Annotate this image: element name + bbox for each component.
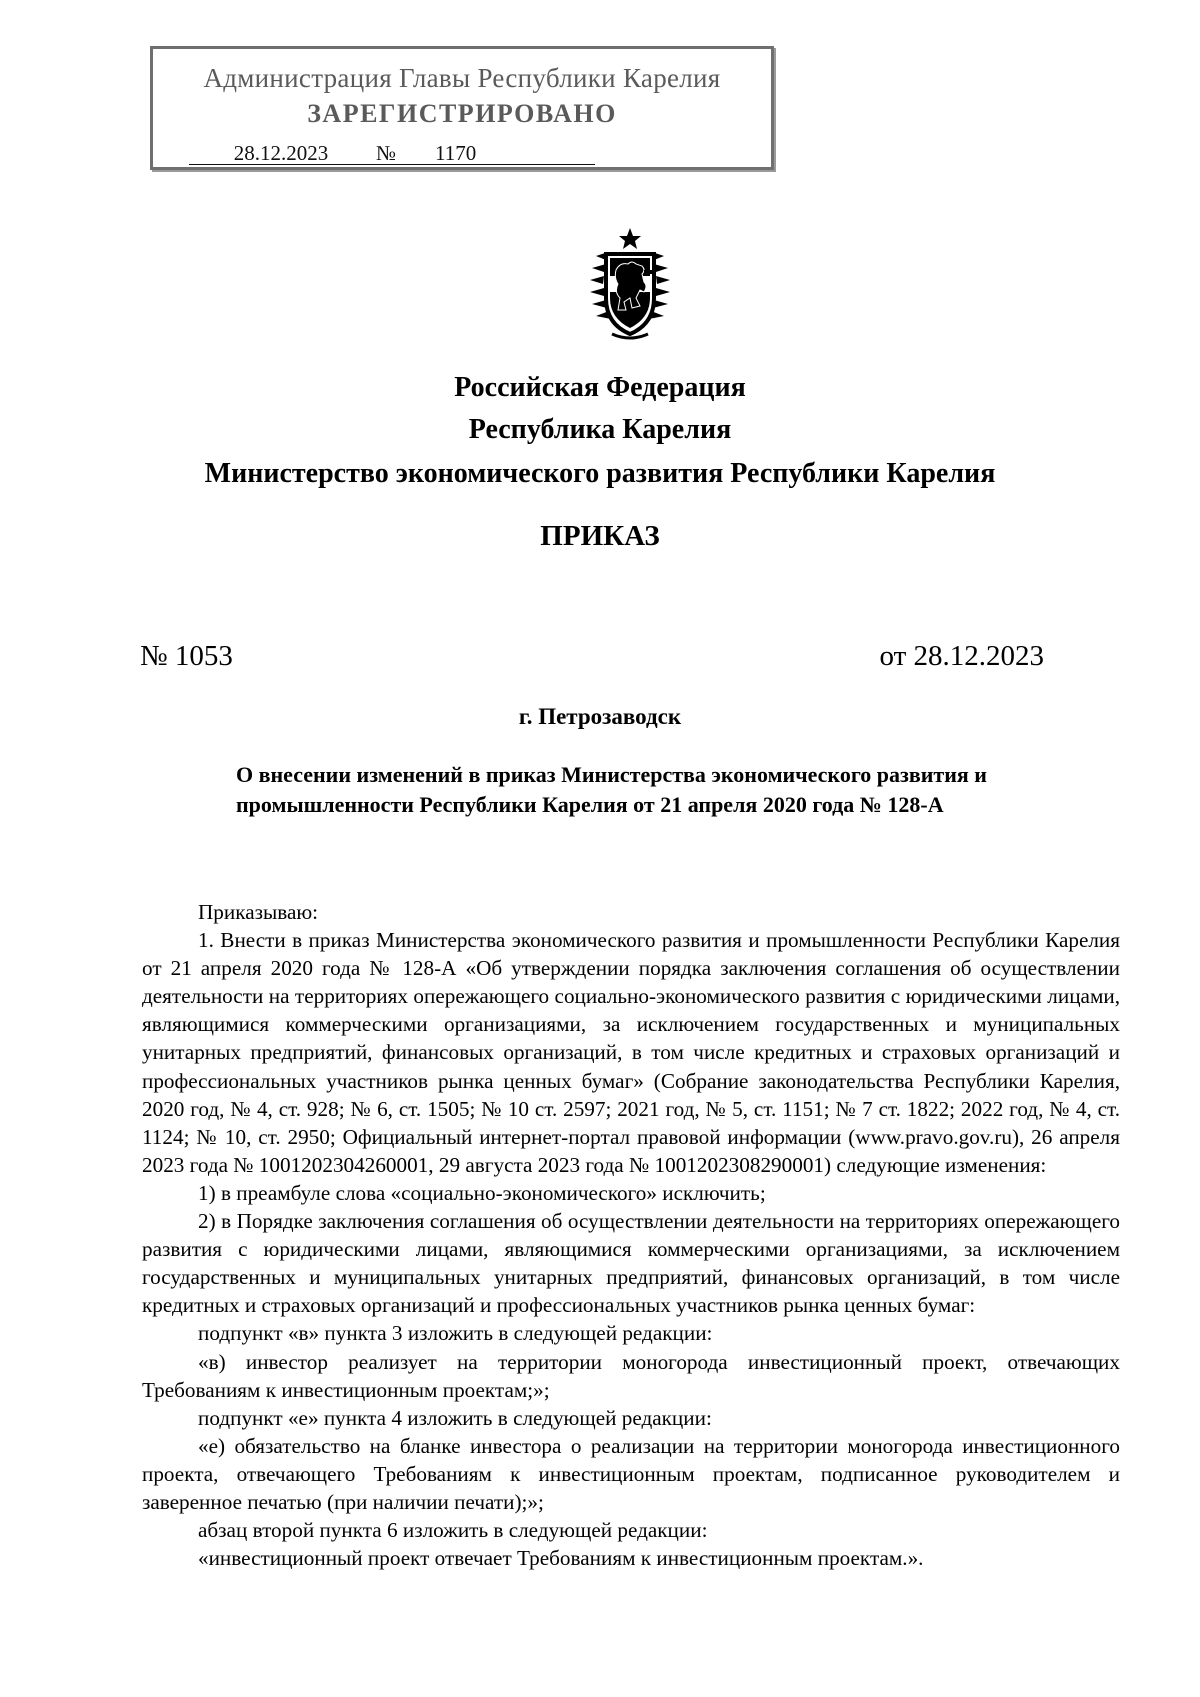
stamp-number-sign: № (373, 142, 399, 165)
karelia-coat-of-arms-icon (586, 226, 674, 344)
body-paragraph: Приказываю: (198, 900, 319, 924)
body-paragraph: «в) инвестор реализует на территории моногорода инвестиционный проект, отвечающих Требованиям к инвестиционным проектам;»; (142, 1349, 1120, 1402)
order-subject-line: промышленности Республики Карелия от 21 апреля 2020 года № 128-А (236, 792, 944, 817)
body-paragraph: абзац второй пункта 6 изложить в следующей редакции: (198, 1518, 708, 1543)
stamp-authority: Администрация Главы Республики Карелия (203, 63, 721, 93)
header-country: Российская Федерация (454, 372, 746, 403)
stamp-status: ЗАРЕГИСТРИРОВАНО (307, 99, 617, 128)
stamp-date: 28.12.2023 (189, 142, 373, 165)
order-number: № 1053 (140, 640, 233, 672)
order-city: г. Петрозаводск (518, 704, 682, 729)
header-republic: Республика Карелия (468, 414, 732, 445)
body-paragraph: подпункт «в» пункта 3 изложить в следующей редакции: (198, 1321, 713, 1346)
body-paragraph: подпункт «е» пункта 4 изложить в следующей редакции: (198, 1405, 712, 1430)
stamp-registration-line (189, 141, 595, 166)
order-subject (236, 760, 1076, 820)
body-paragraph: 1. Внести в приказ Министерства экономического развития и промышленности Республики Карелия от 21 апреля 2020 года № 128-А «Об утверждении порядка заключения соглашения об осуществлении деятельности на территориях опережающего социально-экономического развития с юридическими лицами, являющимися коммерческими организациями, за исключением государственных и муниципальных унитарных предприятий, финансовых организаций, в том числе кредитных и страховых организаций и профессиональных участников рынка ценных бумаг» (Собрание законодательства Республики Карелия, 2020 год, № 4, ст. 928; № 6, ст. 1505; № 10 ст. 2597; 2021 год, № 5, ст. 1151; № 7 ст. 1822; 2022 год, № 4, ст. 1124; № 10, ст. 2950; Официальный интернет-портал правовой информации (www.pravo.gov.ru), 26 апреля 2023 года № 1001202304260001, 29 августа 2023 года № 1001202308290001) следующие изменения: (142, 928, 1120, 1177)
registration-stamp (150, 46, 774, 170)
order-subject-line: О внесении изменений в приказ Министерства экономического развития и (236, 762, 987, 787)
body-paragraph: «е) обязательство на бланке инвестора о реализации на территории моногорода инвестиционного проекта, отвечающего Требованиям к инвестиционным проектам, подписанное руководителем и заверенное печатью (при наличии печати);»; (142, 1433, 1120, 1514)
header-ministry: Министерство экономического развития Республики Карелия (204, 458, 996, 489)
body-paragraph: 2) в Порядке заключения соглашения об осуществлении деятельности на территориях опережающего развития с юридическими лицами, являющимися коммерческими организациями, за исключением государственных и муниципальных унитарных предприятий, финансовых организаций, в том числе кредитных и страховых организаций и профессиональных участников рынка ценных бумаг: (142, 1209, 1120, 1318)
stamp-number: 1170 (399, 142, 595, 165)
body-paragraph: 1) в преамбуле слова «социально-экономического» исключить; (198, 1180, 766, 1205)
order-date: от 28.12.2023 (879, 640, 1044, 672)
order-body (142, 898, 1120, 1572)
body-paragraph: «инвестиционный проект отвечает Требованиям к инвестиционным проектам.». (198, 1546, 924, 1571)
document-type: ПРИКАЗ (540, 520, 660, 552)
